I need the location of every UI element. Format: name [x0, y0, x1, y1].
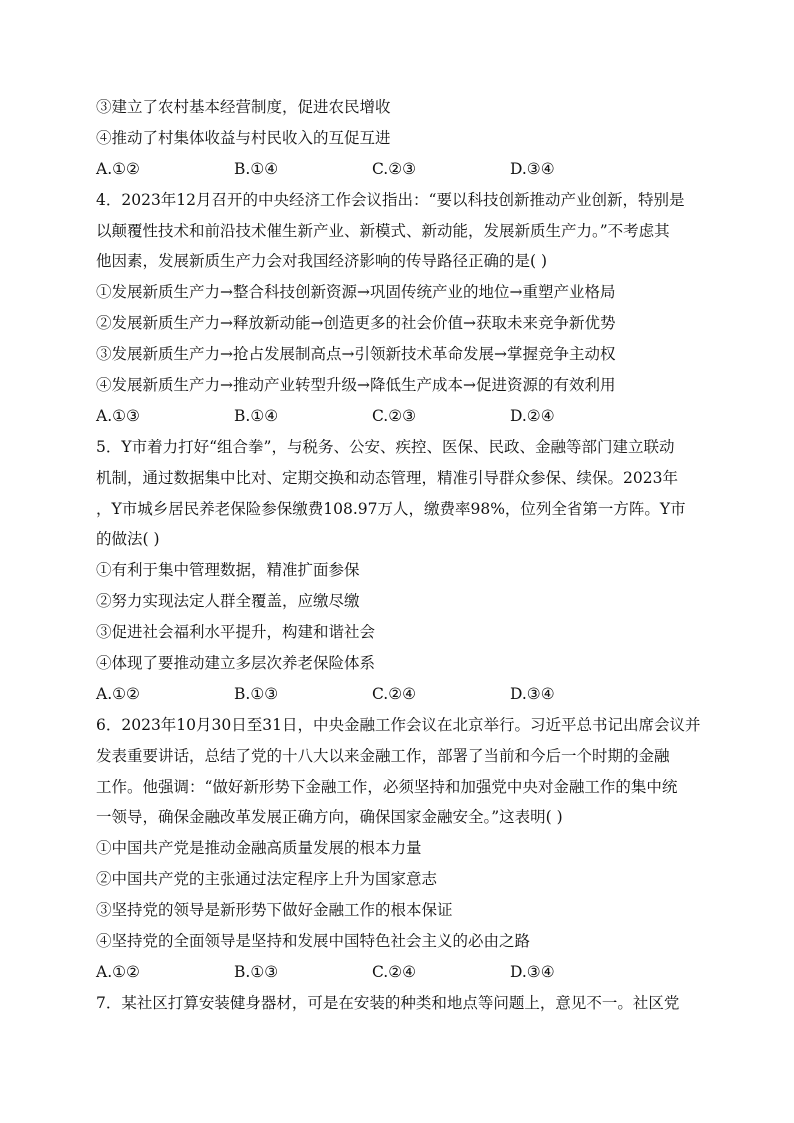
answer-options	[96, 957, 696, 988]
text-line: 以颠覆性技术和前沿技术催生新产业、新模式、新动能，发展新质生产力。”不考虑其	[96, 221, 670, 240]
text-line: ②中国共产党的主张通过法定程序上升为国家意志	[96, 870, 438, 889]
text-line: ①中国共产党是推动金融高质量发展的根本力量	[96, 839, 422, 858]
text-line: ④发展新质生产力→推动产业转型升级→降低生产成本→促进资源的有效利用	[96, 376, 616, 395]
answer-option: B.①④	[234, 406, 279, 425]
answer-options	[96, 679, 696, 710]
answer-option: C.②③	[372, 406, 417, 425]
text-line: 的做法( )	[96, 530, 160, 549]
text-line: ②努力实现法定人群全覆盖，应缴尽缴	[96, 592, 360, 611]
text-line: ③建立了农村基本经营制度，促进农民增收	[96, 98, 391, 116]
text-line: ③发展新质生产力→抢占发展制高点→引领新技术革命发展→掌握竞争主动权	[96, 345, 616, 364]
text-line: ，Y市城乡居民养老保险参保缴费108.97万人，缴费率98%，位列全省第一方阵。Y市	[96, 499, 686, 518]
text-line: ④坚持党的全面领导是坚持和发展中国特色社会主义的必由之路	[96, 932, 531, 951]
text-line: 一领导，确保金融改革发展正确方向，确保国家金融安全。”这表明( )	[96, 808, 563, 827]
answer-options	[96, 154, 696, 185]
exam-page	[96, 92, 701, 1019]
answer-option: A.①②	[96, 962, 140, 981]
answer-option: B.①③	[234, 684, 279, 703]
text-line: ④推动了村集体收益与村民收入的互促互进	[96, 128, 391, 147]
answer-option: D.③④	[510, 684, 555, 703]
answer-option: A.①③	[96, 406, 140, 425]
answer-option: A.①②	[96, 684, 140, 703]
answer-option: D.②④	[510, 406, 555, 425]
answer-option: C.②④	[372, 684, 417, 703]
answer-option: C.②③	[372, 159, 417, 178]
text-line: ③坚持党的领导是新形势下做好金融工作的根本保证	[96, 901, 453, 920]
text-line: 工作。他强调：“做好新形势下金融工作，必须坚持和加强党中央对金融工作的集中统	[96, 777, 678, 796]
answer-option: B.①④	[234, 159, 279, 178]
text-line: ①有利于集中管理数据，精准扩面参保	[96, 561, 360, 580]
answer-option: C.②④	[372, 962, 417, 981]
text-line: ①发展新质生产力→整合科技创新资源→巩固传统产业的地位→重塑产业格局	[96, 283, 616, 302]
answer-option: D.③④	[510, 159, 555, 178]
text-line: 6．2023年10月30日至31日，中央金融工作会议在北京举行。习近平总书记出席会议并	[96, 715, 701, 734]
text-line: 5．Y市着力打好“组合拳”，与税务、公安、疾控、医保、民政、金融等部门建立联动	[96, 437, 675, 456]
text-line: 发表重要讲话，总结了党的十八大以来金融工作，部署了当前和今后一个时期的金融	[96, 746, 670, 765]
answer-option: D.③④	[510, 962, 555, 981]
text-line: 他因素，发展新质生产力会对我国经济影响的传导路径正确的是( )	[96, 252, 548, 271]
text-line: ④体现了要推动建立多层次养老保险体系	[96, 654, 376, 673]
text-line: ②发展新质生产力→释放新动能→创造更多的社会价值→获取未来竞争新优势	[96, 314, 616, 333]
answer-options	[96, 401, 696, 432]
text-line: ③促进社会福利水平提升，构建和谐社会	[96, 623, 376, 642]
text-line: 4．2023年12月召开的中央经济工作会议指出：“要以科技创新推动产业创新，特别是	[96, 190, 685, 209]
text-line: 机制，通过数据集中比对、定期交换和动态管理，精准引导群众参保、续保。2023年	[96, 468, 678, 487]
text-line: 7．某社区打算安装健身器材，可是在安装的种类和地点等问题上，意见不一。社区党	[96, 993, 680, 1012]
answer-option: B.①③	[234, 962, 279, 981]
answer-option: A.①②	[96, 159, 140, 178]
